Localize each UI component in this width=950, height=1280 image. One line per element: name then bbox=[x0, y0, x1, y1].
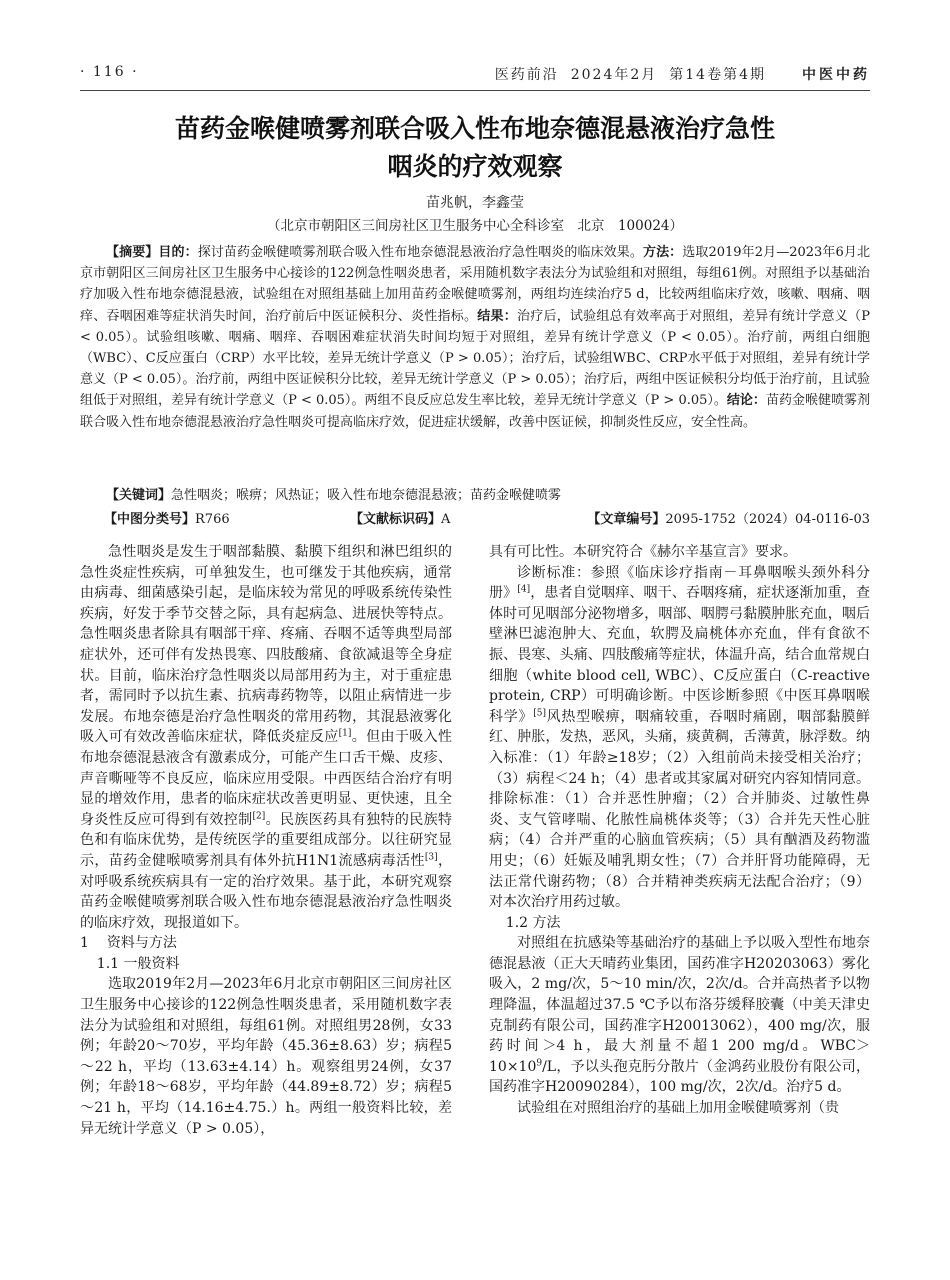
clc-code bbox=[104, 508, 230, 527]
abstract bbox=[80, 242, 870, 433]
issue-volume: 第14卷第4期 bbox=[669, 67, 766, 83]
method-text: 选取2019年2月—2023年6月北京市朝阳区三间房社区卫生服务中心接诊的122例急性咽炎患者，采用随机数字表法分为试验组和对照组，每组61例。对照组予以基础治疗加吸入性布地奈德混悬液，试验组在对照组基础上加用苗药金喉健喷雾剂，两组均连续治疗5 d，比较两组临床疗效，咳嗽、咽痛、咽痒、吞咽困难等症状消失时间，治疗前后中医证候积分、炎性指标。 bbox=[80, 245, 870, 324]
section-number: 1 bbox=[80, 935, 89, 952]
article-number bbox=[587, 508, 870, 527]
intro-text-2: 。但由于吸入性布地奈德混悬液含有激素成分，可能产生口舌干燥、皮疹、声音嘶哑等不良反应，临床应用受限。中西医结合治疗有明显的增效作用，患者的临床症状改善更明显、更快速，且全身炎性反应可得到有效控制 bbox=[80, 729, 453, 828]
journal-info bbox=[483, 64, 870, 84]
citation-4: [4] bbox=[517, 584, 531, 595]
diagnosis-text-2: ，患者自觉咽痒、咽干、吞咽疼痛，症状逐渐加重，查体时可见咽部分泌物增多，咽部、咽腭弓黏膜肿胀充血，咽后壁淋巴滤泡肿大、充血，软腭及扁桃体亦充血，伴有食欲不振、畏寒、头痛、四肢酸痛等症状，体温升高，结合血常规白细胞（white blood cell, WBC）、C反应蛋白（C-reactive protein, CRP）可明确诊断。中医诊断参照《中医耳鼻咽喉科学》 bbox=[489, 585, 870, 725]
result-text: 治疗后，试验组总有效率高于对照组，差异有统计学意义（P < 0.05）。试验组咳嗽、咽痛、咽痒、吞咽困难症状消失时间均短于对照组，差异有统计学意义（P < 0.05）。治疗前，两组白细胞（WBC）、C反应蛋白（CRP）水平比较，差异无统计学意义（P > 0.05）；治疗后，试验组WBC、CRP水平低于对照组，差异有统计学意义（P < 0.05）。治疗前，两组中医证候积分比较，差异无统计学意义（P > 0.05）；治疗后，两组中医证候积分均低于治疗前，且试验组低于对照组，差异有统计学意义（P < 0.05）。两组不良反应总发生率比较，差异无统计学意义（P > 0.05）。 bbox=[80, 308, 870, 409]
body-column-left bbox=[80, 542, 452, 1139]
diagnosis-paragraph bbox=[489, 563, 870, 913]
comparability-text: 具有可比性。本研究符合《赫尔辛基宣言》要求。 bbox=[489, 544, 797, 560]
intro-paragraph bbox=[80, 542, 452, 933]
authors: 苗兆帆，李鑫莹 bbox=[426, 195, 524, 211]
objective-label: 目的： bbox=[158, 245, 198, 260]
method-paragraph-trial: 试验组在对照组治疗的基础上加用金喉健喷雾剂（贵 bbox=[517, 1100, 839, 1117]
method-text-1: 对照组在抗感染等基础治疗的基础上予以吸入型性布地奈德混悬液（正大天晴药业集团，国药准字H20203063）雾化吸入，2 mg/次，5～10 min/次，2次/d。合并高热者予以物理降温，体温超过37.5 ℃予以布洛芬缓释胶囊（中美天津史克制药有限公司，国药准字H20013062），400 mg/次，服药时间＞4 h，最大剂量不超1 200 mg/d。WBC＞10×10 bbox=[489, 935, 870, 1075]
intro-text-3: 。民族医药具有独特的民族特色和有临床优势，是传统医学的重要组成部分。以往研究显示，苗药金健喉喷雾剂具有体外抗H1N1流感病毒活性 bbox=[80, 811, 453, 869]
intro-text-4: ，对呼吸系统疾病具有一定的治疗效果。基于此，本研究观察苗药金喉健喷雾剂联合吸入性布地奈德混悬液治疗急性咽炎的临床疗效，现报道如下。 bbox=[80, 852, 452, 931]
header-divider bbox=[80, 90, 870, 91]
keywords bbox=[80, 486, 870, 506]
result-label: 结果： bbox=[477, 308, 517, 324]
page-number: · 116 · bbox=[80, 64, 139, 80]
clc-label: 【中图分类号】 bbox=[104, 512, 196, 527]
title-line-2: 咽炎的疗效观察 bbox=[387, 152, 563, 181]
subsection-heading-1-1: 1.1 一般资料 bbox=[96, 955, 180, 972]
keywords-text: 急性咽炎；喉痹；风热证；吸入性布地奈德混悬液；苗药金喉健喷雾 bbox=[171, 488, 562, 503]
citation-3: [3] bbox=[424, 852, 438, 863]
article-number-value: 2095-1752（2024）04-0116-03 bbox=[665, 512, 870, 527]
abstract-label: 【摘要】 bbox=[106, 245, 159, 260]
method-text-2: /L，予以头孢克肟分散片（金鸿药业股份有限公司，国药准字H20090284），100 mg/次，2次/d。治疗5 d。 bbox=[489, 1058, 870, 1096]
section-title: 资料与方法 bbox=[106, 935, 177, 952]
keywords-label: 【关键词】 bbox=[106, 488, 172, 503]
diagnosis-text-1: 诊断标准：参照《临床诊疗指南－耳鼻咽喉头颈外科分册》 bbox=[489, 564, 870, 602]
journal-section: 中医中药 bbox=[802, 67, 870, 83]
citation-2: [2] bbox=[252, 811, 266, 822]
running-header bbox=[80, 64, 870, 86]
affiliation: （北京市朝阳区三间房社区卫生服务中心全科诊室 北京 100024） bbox=[266, 218, 684, 234]
citation-1: [1] bbox=[338, 728, 352, 739]
citation-5: [5] bbox=[533, 708, 546, 719]
objective-text: 探讨苗药金喉健喷雾剂联合吸入性布地奈德混悬液治疗急性咽炎的临床效果。 bbox=[197, 245, 643, 260]
intro-text-1: 急性咽炎是发生于咽部黏膜、黏膜下组织和淋巴组织的急性炎症性疾病，可单独发生，也可继发于其他疾病，通常由病毒、细菌感染引起，是临床较为常见的呼吸系统传染性疾病，好发于季节交替之际，具有起病急、进展快等特点。急性咽炎患者除具有咽部干痒、疼痛、吞咽不适等典型局部症状外，还可伴有发热畏寒、四肢酸痛、食欲减退等全身症状。目前，临床治疗急性咽炎以局部用药为主，对于重症患者，需同时予以抗生素、抗病毒药物等，以阻止病情进一步发展。布地奈德是治疗急性咽炎的常用药物，其混悬液雾化吸入可有效改善临床症状，降低炎症反应 bbox=[80, 544, 452, 746]
diagnosis-text-3: 风热型喉痹，咽痛较重，吞咽时痛剧，咽部黏膜鲜红、肿胀，发热，恶风，头痛，痰黄稠，舌薄黄，脉浮数。纳入标准：（1）年龄≥18岁；（2）入组前尚未接受相关治疗；（3）病程＜24 h；（4）患者或其家属对研究内容知情同意。排除标准：（1）合并恶性肿瘤；（2）合并肺炎、过敏性鼻炎、支气管哮喘、化脓性扁桃体炎等；（3）合并先天性心脏病；（4）合并严重的心脑血管疾病；（5）具有酗酒及药物滥用史；（6）妊娠及哺乳期女性；（7）合并肝肾功能障碍，无法正常代谢药物；（8）合并精神类疾病无法配合治疗；（9）对本次治疗用药过敏。 bbox=[489, 708, 871, 911]
doc-code bbox=[350, 508, 450, 527]
classification-line bbox=[80, 508, 870, 528]
doc-label: 【文献标识码】 bbox=[350, 512, 442, 527]
article-title bbox=[100, 110, 850, 186]
title-line-1: 苗药金喉健喷雾剂联合吸入性布地奈德混悬液治疗急性 bbox=[174, 114, 775, 143]
section-heading-1 bbox=[80, 933, 452, 954]
body-column-right bbox=[489, 542, 870, 1119]
method-paragraph-control bbox=[489, 933, 870, 1098]
exponent: 9 bbox=[536, 1058, 543, 1069]
clc-value: R766 bbox=[195, 512, 230, 527]
doc-value: A bbox=[441, 512, 451, 527]
conclusion-text: 苗药金喉健喷雾剂联合吸入性布地奈德混悬液治疗急性咽炎可提高临床疗效，促进症状缓解，改善中医证候，抑制炎性反应，安全性高。 bbox=[80, 393, 870, 430]
conclusion-label: 结论： bbox=[726, 393, 766, 409]
journal-name: 医药前沿 bbox=[494, 67, 559, 83]
issue-date: 2024年2月 bbox=[570, 67, 658, 83]
method-label: 方法： bbox=[642, 245, 683, 260]
general-data-paragraph: 选取2019年2月—2023年6月北京市朝阳区三间房社区卫生服务中心接诊的122例急性咽炎患者，采用随机数字表法分为试验组和对照组，每组61例。对照组男28例，女33例；年龄20～70岁，平均年龄（45.36±8.63）岁；病程5～22 h，平均（13.63±4.14）h。观察组男24例，女37例；年龄18～68岁，平均年龄（44.89±8.72）岁；病程5～21 h，平均（14.16±4.75.）h。两组一般资料比较，差异无统计学意义（P > 0.05）， bbox=[80, 976, 452, 1137]
subsection-heading-1-2: 1.2 方法 bbox=[505, 914, 561, 931]
article-number-label: 【文章编号】 bbox=[587, 512, 666, 527]
